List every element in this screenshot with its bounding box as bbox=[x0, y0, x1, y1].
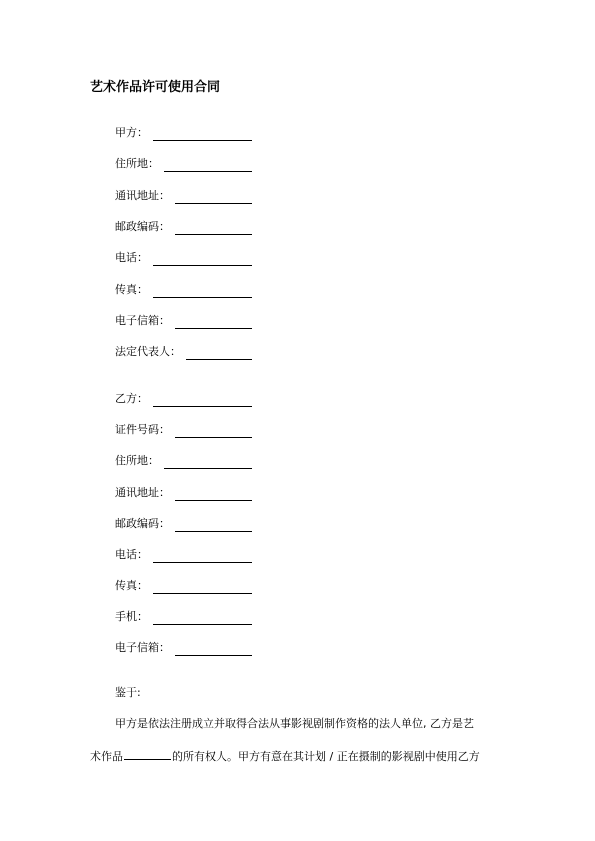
paragraph-text: 的所有权人。甲方有意在其计划 / 正在摄制的影视剧中使用乙方 bbox=[172, 750, 480, 763]
fill-in-blank bbox=[164, 456, 252, 469]
party-a-email-field bbox=[115, 311, 252, 329]
field-label: 通讯地址： bbox=[115, 189, 170, 202]
fill-in-blank bbox=[175, 519, 252, 532]
party-b-address-field bbox=[115, 451, 252, 469]
party-a-fax-field bbox=[115, 280, 252, 298]
party-b-fax-field bbox=[115, 576, 252, 594]
fill-in-blank bbox=[175, 643, 252, 656]
party-a-address-field bbox=[115, 154, 252, 172]
field-label: 法定代表人： bbox=[115, 345, 181, 358]
field-label: 电话： bbox=[115, 548, 148, 561]
fill-in-blank bbox=[153, 612, 252, 625]
fill-in-blank bbox=[124, 748, 171, 760]
party-a-postcode-field bbox=[115, 217, 252, 235]
paragraph-line: 甲方是依法注册成立并取得合法从事影视剧制作资格的法人单位, 乙方是艺 bbox=[115, 717, 474, 730]
field-label: 手机： bbox=[115, 610, 148, 623]
party-b-postcode-field bbox=[115, 514, 252, 532]
fill-in-blank bbox=[164, 159, 252, 172]
field-label: 通讯地址： bbox=[115, 486, 170, 499]
paragraph-line bbox=[90, 748, 480, 764]
fill-in-blank bbox=[175, 222, 252, 235]
party-a-mailing-address-field bbox=[115, 186, 252, 204]
field-label: 电话： bbox=[115, 251, 148, 264]
contract-title: 艺术作品许可使用合同 bbox=[90, 80, 221, 95]
fill-in-blank bbox=[186, 347, 252, 360]
party-a-phone-field bbox=[115, 248, 252, 266]
fill-in-blank bbox=[153, 581, 252, 594]
field-label: 传真： bbox=[115, 283, 148, 296]
field-label: 住所地： bbox=[115, 454, 159, 467]
fill-in-blank bbox=[153, 550, 252, 563]
party-a-legal-rep-field bbox=[115, 342, 252, 360]
paragraph-text: 术作品 bbox=[90, 750, 123, 763]
party-b-id-number-field bbox=[115, 420, 252, 438]
party-b-name-field bbox=[115, 389, 252, 407]
party-b-phone-field bbox=[115, 545, 252, 563]
fill-in-blank bbox=[175, 425, 252, 438]
fill-in-blank bbox=[175, 191, 252, 204]
field-label: 电子信箱： bbox=[115, 314, 170, 327]
fill-in-blank bbox=[175, 488, 252, 501]
whereas-heading: 鉴于: bbox=[115, 686, 141, 699]
field-label: 证件号码： bbox=[115, 423, 170, 436]
fill-in-blank bbox=[175, 316, 252, 329]
fill-in-blank bbox=[153, 253, 252, 266]
field-label: 甲方： bbox=[115, 126, 148, 139]
fill-in-blank bbox=[153, 128, 252, 141]
fill-in-blank bbox=[153, 285, 252, 298]
party-b-mailing-address-field bbox=[115, 483, 252, 501]
field-label: 住所地： bbox=[115, 157, 159, 170]
field-label: 邮政编码： bbox=[115, 220, 170, 233]
field-label: 电子信箱： bbox=[115, 641, 170, 654]
party-b-email-field bbox=[115, 638, 252, 656]
party-a-name-field bbox=[115, 123, 252, 141]
fill-in-blank bbox=[153, 394, 252, 407]
field-label: 乙方： bbox=[115, 392, 148, 405]
field-label: 传真： bbox=[115, 579, 148, 592]
field-label: 邮政编码： bbox=[115, 517, 170, 530]
party-b-mobile-field bbox=[115, 607, 252, 625]
